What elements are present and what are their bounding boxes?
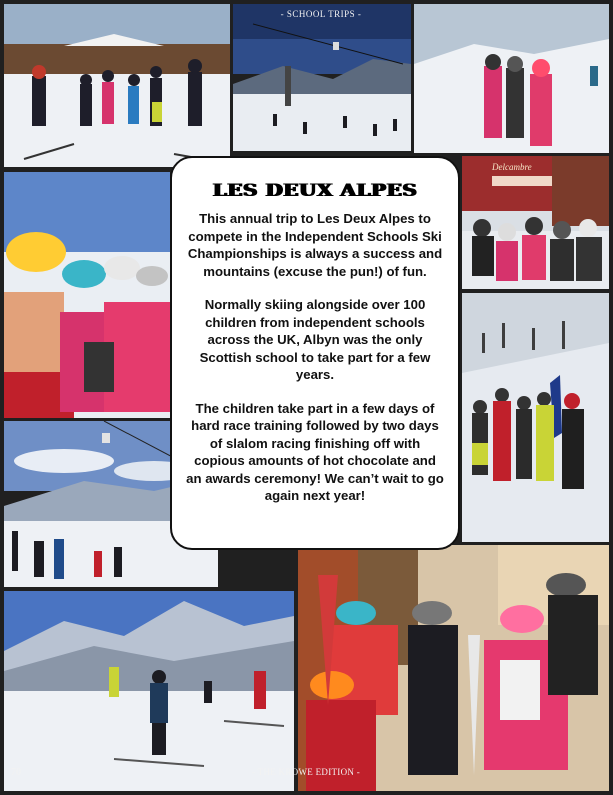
photo-cable-car-slope: [233, 4, 411, 151]
photo-children-goggles-indoor: [298, 545, 609, 791]
article-panel: [170, 156, 460, 550]
article-paragraph-3: The children take part in a few days of hard race training followed by two days of slalom racing finishing off with copious amounts of hot chocolate and an awards ceremony! We can’t wait to go again next year!: [186, 400, 444, 503]
photo-group-ski-line: [4, 4, 230, 167]
article-title: LES DEUX ALPES: [212, 179, 418, 201]
article-paragraph-2: Normally skiing alongside over 100 children from independent schools across the UK, Albyn was the only Scottish school to take part for a few years.: [199, 297, 431, 382]
photo-selfie-goggles: [4, 172, 170, 418]
photo-mountain-skiers: [4, 591, 294, 791]
magazine-footer: - THE KROWE EDITION -: [251, 767, 361, 777]
photo-restaurant-group: [462, 156, 609, 289]
restaurant-sign: Delcambre: [492, 162, 532, 172]
article-paragraph-1: This annual trip to Les Deux Alpes to compete in the Independent Schools Ski Championships is always a success and mountains (excuse the pun!) of fun.: [187, 211, 443, 279]
photo-skiers-snow-top-right: [414, 4, 609, 153]
section-header: - SCHOOL TRIPS -: [280, 9, 362, 19]
photo-slope-group-right: [462, 293, 609, 542]
page-number: 70: [11, 767, 21, 778]
